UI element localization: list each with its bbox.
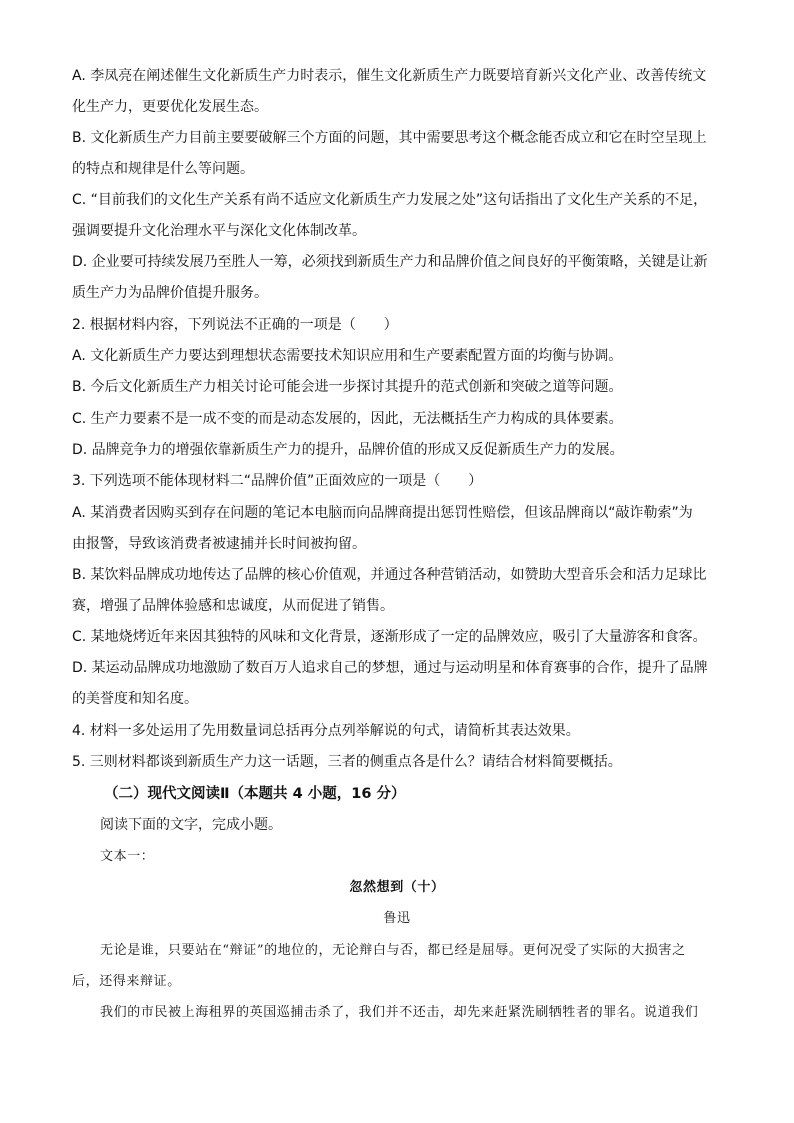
q2-option-c: C. 生产力要素不是一成不变的而是动态发展的，因此，无法概括生产力构成的具体要素。 <box>72 411 623 427</box>
q4-stem: 4. 材料一多处运用了先用数量词总括再分点列举解说的句式，请简析其表达效果。 <box>72 723 580 739</box>
text-label: 文本一： <box>100 849 155 864</box>
q3-option-c: C. 某地烧烤近年来因其独特的风味和文化背景，逐渐形成了一定的品牌效应，吸引了大量游客和食客。 <box>72 629 707 645</box>
q1-option-b-line1: B. 文化新质生产力目前主要要破解三个方面的问题，其中需要思考这个概念能否成立和它在时空呈现上 <box>72 130 707 146</box>
article-author: 鲁迅 <box>383 911 411 926</box>
q2-option-b: B. 今后文化新质生产力相关讨论可能会进一步探讨其提升的范式创新和突破之道等问题。 <box>72 379 623 395</box>
q3-option-a-line2: 由报警，导致该消费者被逮捕并长时间被拘留。 <box>72 536 366 552</box>
q2-stem: 2. 根据材料内容，下列说法不正确的一项是（ ） <box>72 317 398 333</box>
q1-option-b-line2: 的特点和规律是什么等问题。 <box>72 161 254 177</box>
q1-option-d-line1: D. 企业要可持续发展乃至胜人一筹，必须找到新质生产力和品牌价值之间良好的平衡策略，关键是让新 <box>72 254 708 270</box>
q1-option-c-line2: 强调要提升文化治理水平与深化文化体制改革。 <box>72 223 366 239</box>
q3-option-d-line2: 的美誉度和知名度。 <box>72 691 198 707</box>
article-title: 忽然想到（十） <box>349 880 445 895</box>
q1-option-c-line1: C. “目前我们的文化生产关系有尚不适应文化新质生产力发展之处”这句话指出了文化生产关系的不足， <box>72 192 708 208</box>
q2-option-d: D. 品牌竞争力的增强依靠新质生产力的提升，品牌价值的形成又反促新质生产力的发展。 <box>72 442 624 458</box>
q3-stem: 3. 下列选项不能体现材料二“品牌价值”正面效应的一项是（ ） <box>72 473 483 489</box>
q2-option-a: A. 文化新质生产力要达到理想状态需要技术知识应用和生产要素配置方面的均衡与协调。 <box>72 348 623 364</box>
q1-option-a-line2: 化生产力，更要优化发展生态。 <box>72 99 268 115</box>
q3-option-a-line1: A. 某消费者因购买到存在问题的笔记本电脑而向品牌商提出惩罚性赔偿，但该品牌商以“敲诈勒索”为 <box>72 505 693 521</box>
q5-stem: 5. 三则材料都谈到新质生产力这一话题，三者的侧重点各是什么？请结合材料简要概括。 <box>72 754 622 770</box>
article-line-3: 我们的市民被上海租界的英国巡捕击杀了，我们并不还击，却先来赶紧洗刷牺牲者的罪名。说道我们 <box>100 1005 699 1020</box>
instruction-text: 阅读下面的文字，完成小题。 <box>100 817 282 833</box>
article-line-2: 后，还得来辩证。 <box>72 974 181 989</box>
q3-option-b-line2: 赛，增强了品牌体验感和忠诚度，从而促进了销售。 <box>72 598 394 614</box>
q1-option-d-line2: 质生产力为品牌价值提升服务。 <box>72 285 268 301</box>
q3-option-d-line1: D. 某运动品牌成功地激励了数百万人追求自己的梦想，通过与运动明星和体育赛事的合作，提升了品牌 <box>72 660 708 676</box>
section-heading: （二）现代文阅读Ⅱ（本题共 4 小题，16 分） <box>104 786 406 802</box>
q1-option-a-line1: A. 李凤亮在阐述催生文化新质生产力时表示，催生文化新质生产力既要培育新兴文化产业、改善传统文 <box>72 68 707 84</box>
q3-option-b-line1: B. 某饮料品牌成功地传达了品牌的核心价值观，并通过各种营销活动，如赞助大型音乐会和活力足球比 <box>72 567 707 583</box>
article-line-1: 无论是谁，只要站在“辩证”的地位的，无论辩白与否，都已经是屈辱。更何况受了实际的大损害之 <box>100 943 686 958</box>
